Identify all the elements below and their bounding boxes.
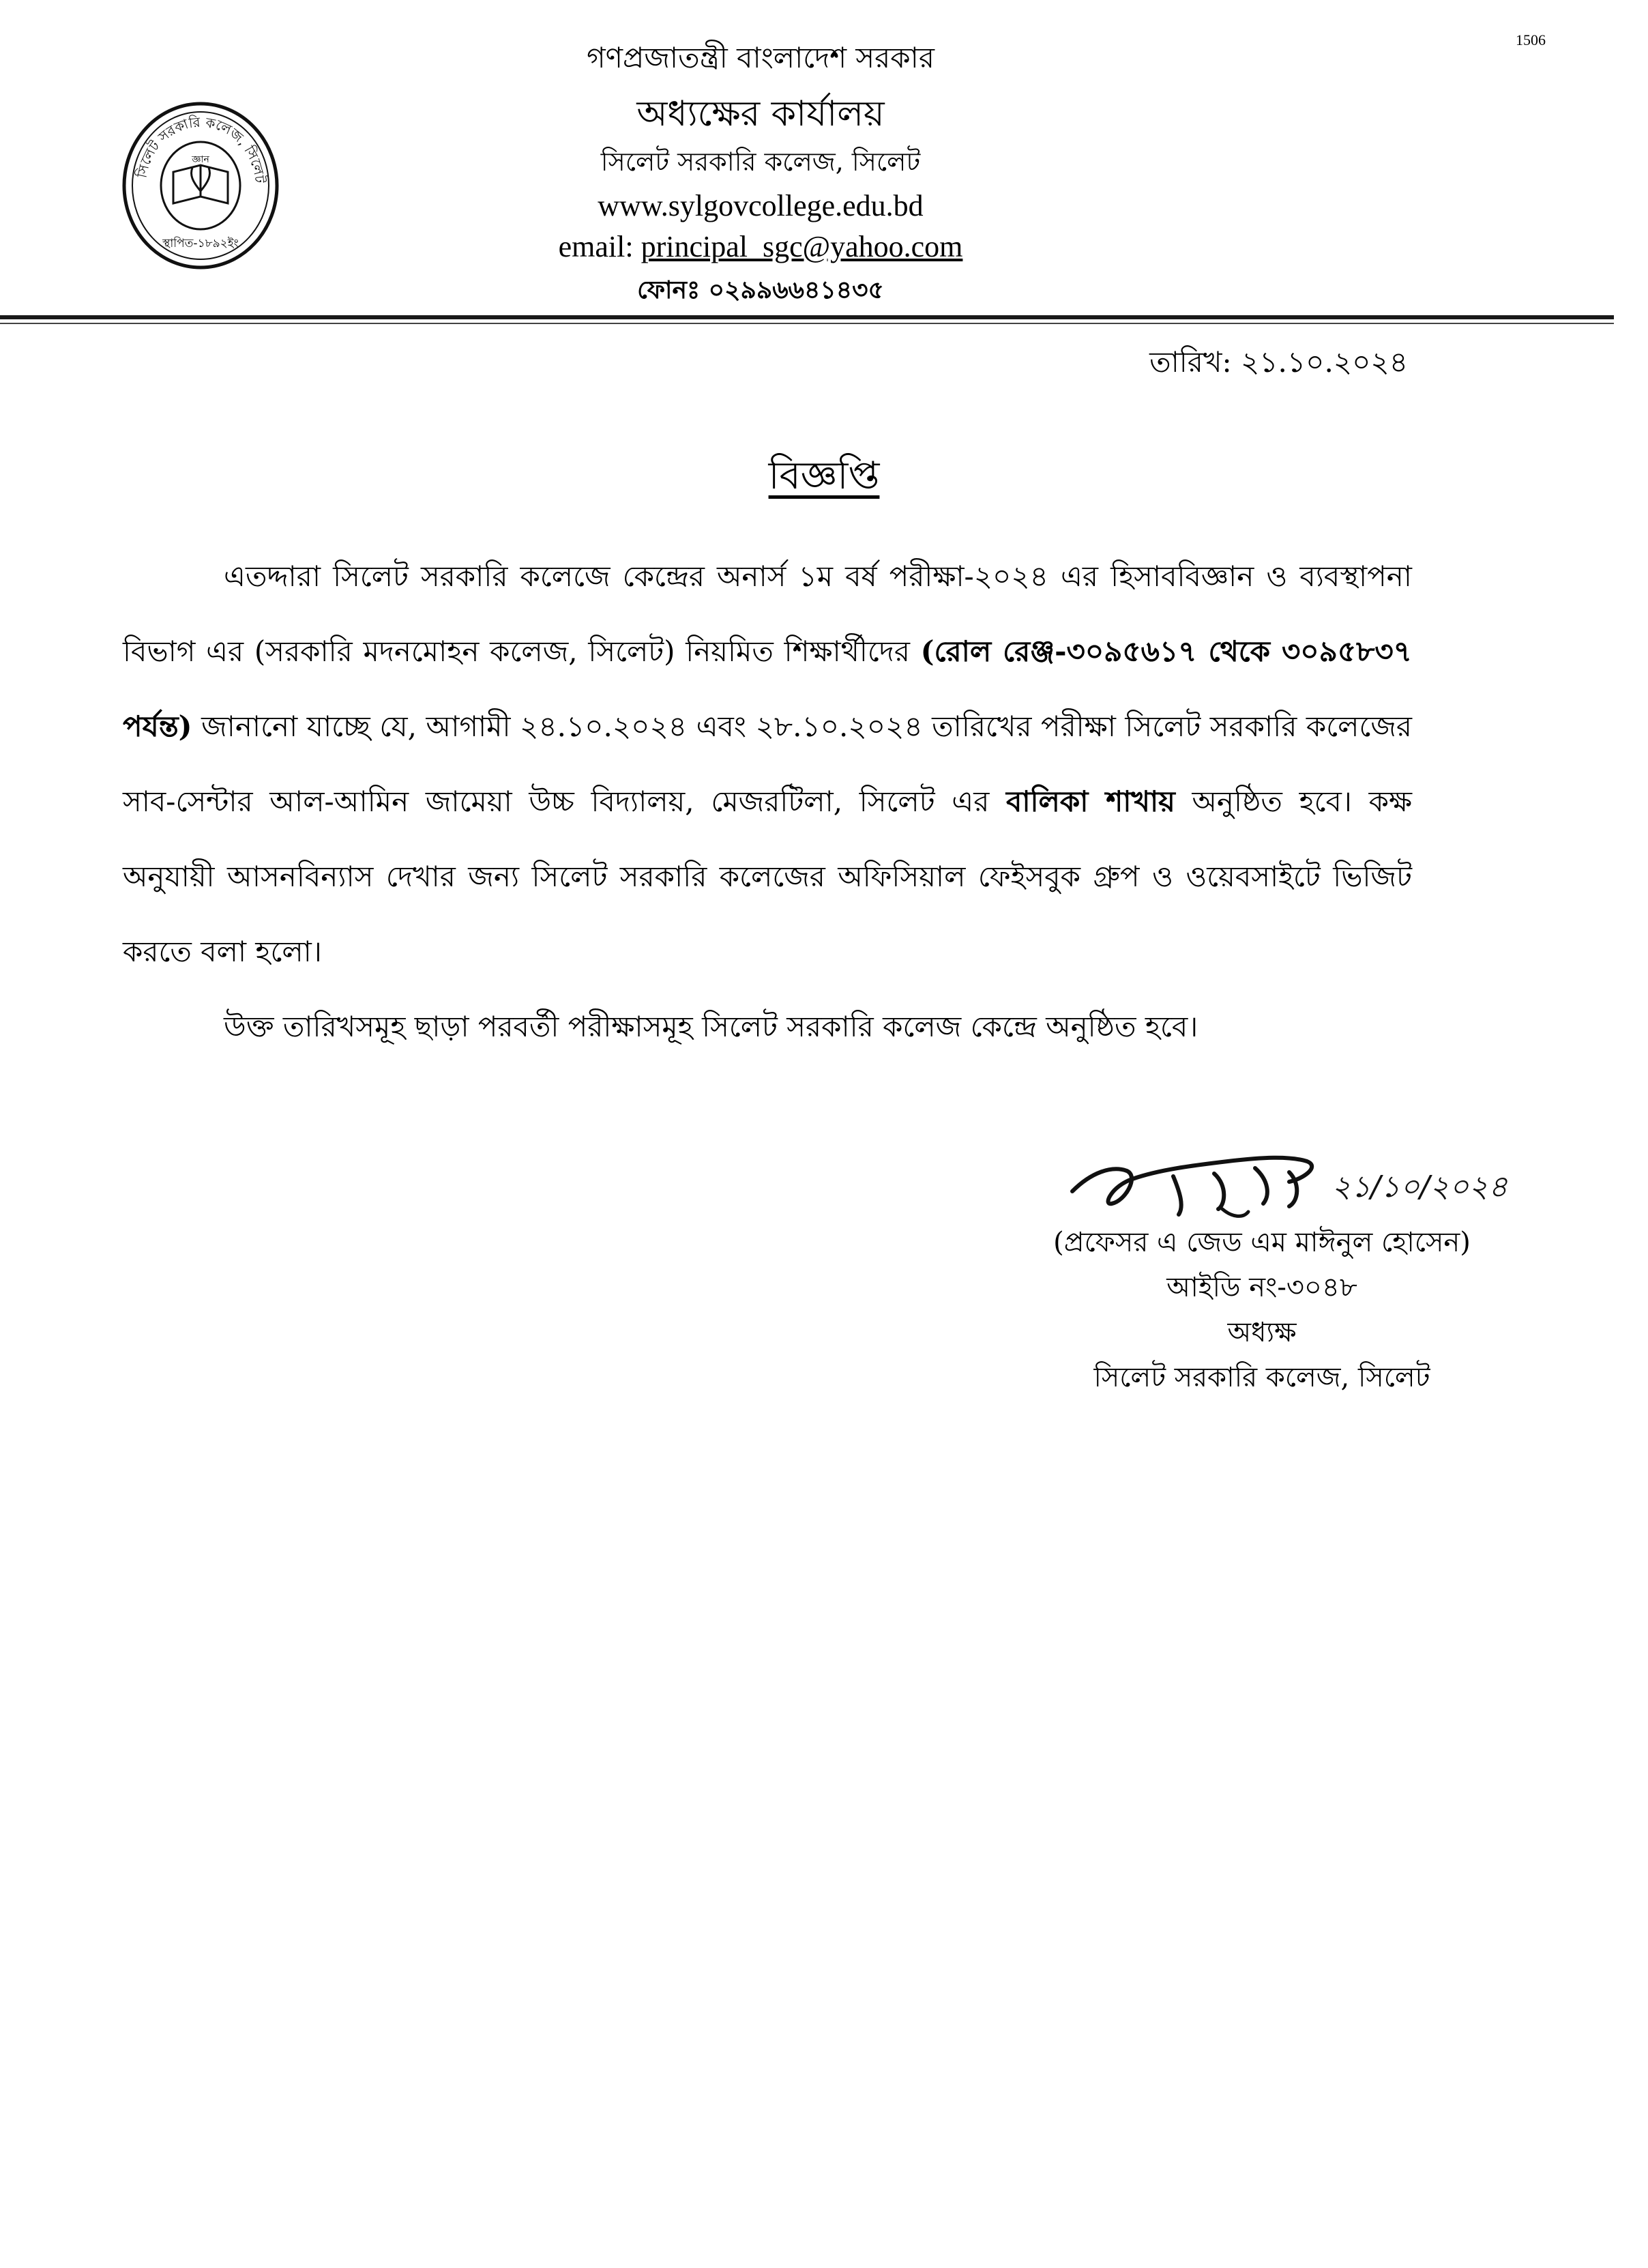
government-name: গণপ্রজাতন্ত্রী বাংলাদেশ সরকার: [587, 41, 935, 74]
body-p1-text-1: এতদ্দারা সিলেট সরকারি কলেজে কেন্দ্রের অনার্স ১ম বর্ষ পরীক্ষা-২০২৪ এর হিসাববিজ্ঞান ও ব্যবস্থাপনা বিভাগ এর (সরকারি মদনমোহন কলেজ, সিলেট) নিয়মিত শিক্ষার্থীদের: [123, 559, 1412, 668]
girls-section: বালিকা শাখায়: [1005, 785, 1175, 818]
email-line: [0, 229, 1521, 264]
notice-body: [123, 539, 1412, 1064]
college-address: সিলেট সরকারি কলেজ, সিলেট: [600, 147, 921, 177]
notice-title: [0, 446, 1648, 510]
body-paragraph-1: [123, 539, 1412, 989]
body-paragraph-2: উক্ত তারিখসমূহ ছাড়া পরবর্তী পরীক্ষাসমূহ সিলেট সরকারি কলেজ কেন্দ্রে অনুষ্ঠিত হবে।: [224, 1010, 1198, 1043]
seal-established-text: স্থাপিত-১৮৯২ইং: [162, 237, 239, 250]
notice-date: তারিখ: ২১.১০.২০২৪: [1149, 345, 1408, 379]
email-label: email:: [558, 230, 634, 263]
signatory-block: [982, 1220, 1542, 1400]
header-divider: [0, 315, 1614, 319]
header-divider-thin: [0, 323, 1614, 324]
signatory-id: আইডি নং-৩০৪৮: [1166, 1272, 1357, 1303]
signatory-name: (প্রফেসর এ জেড এম মাঈনুল হোসেন): [1053, 1227, 1471, 1258]
body-p1-text-2: জানানো যাচ্ছে যে, আগামী ২৪.১০.২০২৪ এবং ২৮.১০.২০২৪ তারিখের পরীক্ষা সিলেট সরকারি কলেজের সাব-সেন্টার আল-আমিন জামেয়া উচ্চ বিদ্যালয়, মেজরটিলা, সিলেট এর: [123, 710, 1412, 818]
seal-ring-text: সিলেট সরকারি কলেজ, সিলেট: [133, 113, 269, 184]
signatory-designation: অধ্যক্ষ: [1227, 1317, 1297, 1348]
roll-range: (রোল রেঞ্জ-৩০৯৫৬১৭ থেকে ৩০৯৫৮৩৭ পর্যন্ত): [123, 635, 1412, 743]
website-link[interactable]: www.sylgovcollege.edu.bd: [598, 189, 924, 222]
signatory-institution: সিলেট সরকারি কলেজ, সিলেট: [1093, 1362, 1430, 1393]
phone-number: ফোনঃ ০২৯৯৬৬৪১৪৩৫: [637, 276, 884, 304]
email-link[interactable]: principal_sgc@yahoo.com: [641, 230, 963, 263]
notice-title-text: বিজ্ঞপ্তি: [768, 454, 880, 498]
body-p1-text-3: অনুষ্ঠিত হবে। কক্ষ অনুযায়ী আসনবিন্যাস দেখার জন্য সিলেট সরকারি কলেজের অফিসিয়াল ফেইসবুক গ্রুপ ও ওয়েবসাইটে ভিজিট করতে বলা হলো।: [123, 785, 1412, 968]
office-name: অধ্যক্ষের কার্যালয়: [636, 93, 885, 134]
signature-date: ২১/১০/২০২৪: [1331, 1169, 1508, 1204]
seal-center-text: জ্ঞান: [192, 154, 209, 165]
page-number: 1506: [1516, 31, 1546, 48]
